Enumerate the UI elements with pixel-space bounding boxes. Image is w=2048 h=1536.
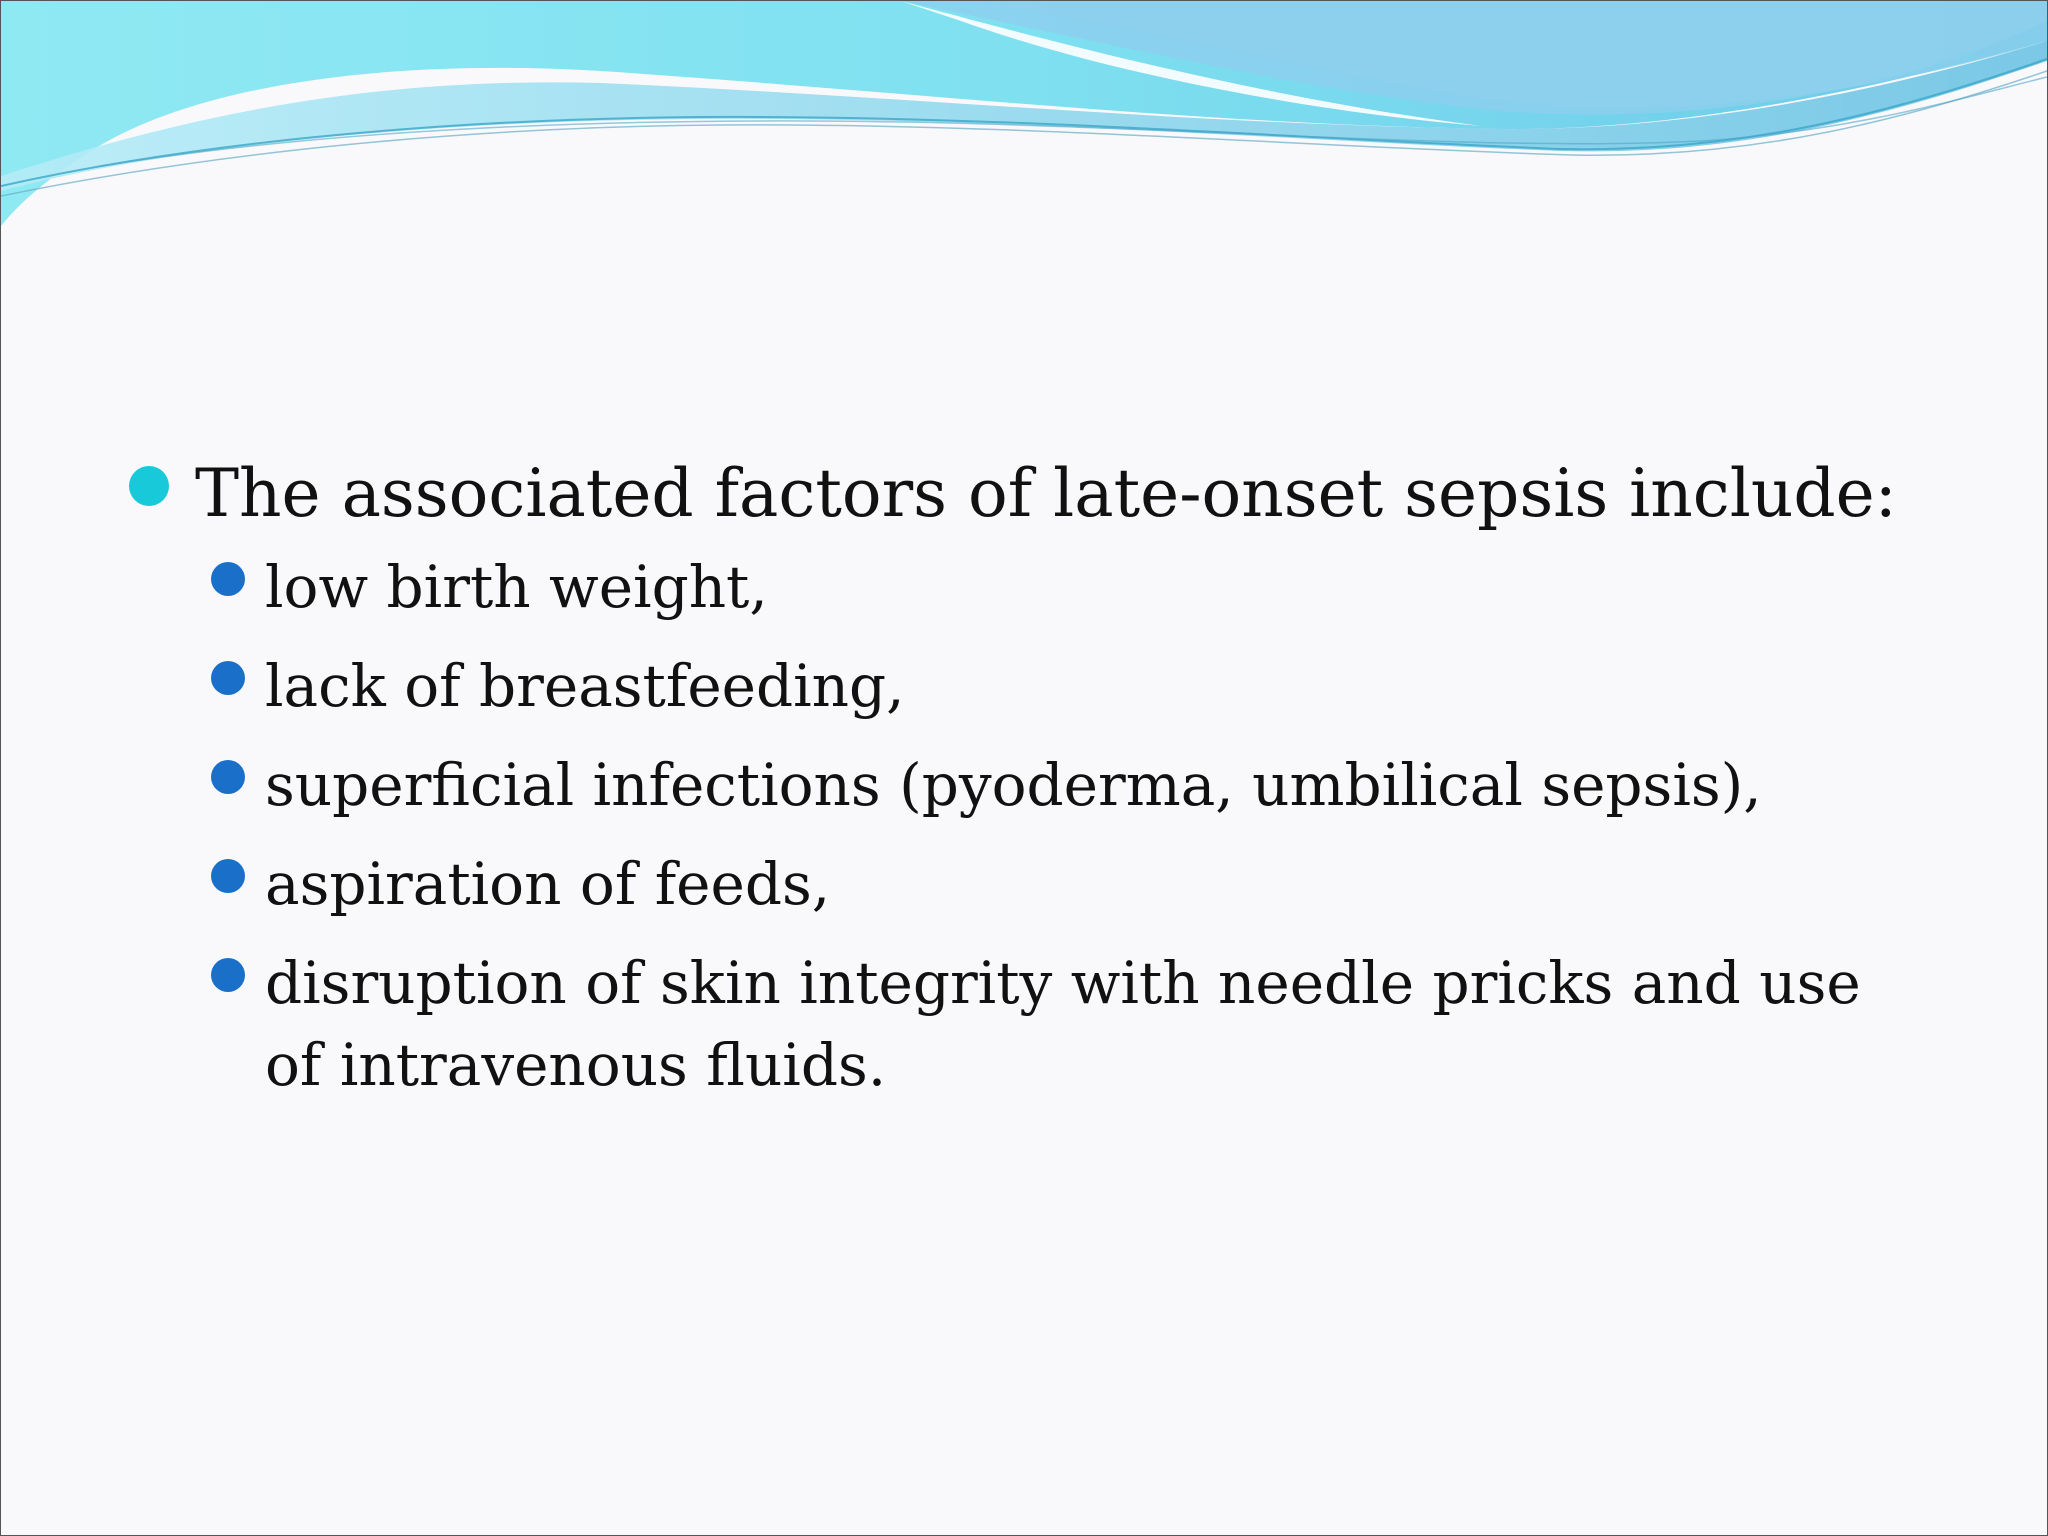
list-item (211, 546, 1929, 628)
list-item (211, 942, 1929, 1106)
list-item-text: low birth weight, (265, 553, 768, 621)
bullet-dot-icon (211, 562, 245, 596)
heading-bullet (129, 446, 1929, 542)
list-item-text: superficial infections (pyoderma, umbilical sepsis), (265, 751, 1762, 819)
heading-bullet-text: The associated factors of late-onset sepsis include: (195, 455, 1897, 532)
bullet-dot-icon (129, 466, 169, 506)
bullet-dot-icon (211, 859, 245, 893)
list-item-text: disruption of skin integrity with needle pricks and use of intravenous fluids. (265, 949, 1861, 1099)
bullet-dot-icon (211, 661, 245, 695)
list-item (211, 843, 1929, 925)
bullet-dot-icon (211, 958, 245, 992)
list-item-text: aspiration of feeds, (265, 850, 831, 918)
list-item (211, 645, 1929, 727)
bullet-dot-icon (211, 760, 245, 794)
bullet-content (129, 446, 1929, 1123)
header-wave-decoration (1, 1, 2047, 241)
list-item-text: lack of breastfeeding, (265, 652, 905, 720)
sub-bullet-list (211, 546, 1929, 1106)
list-item (211, 744, 1929, 826)
